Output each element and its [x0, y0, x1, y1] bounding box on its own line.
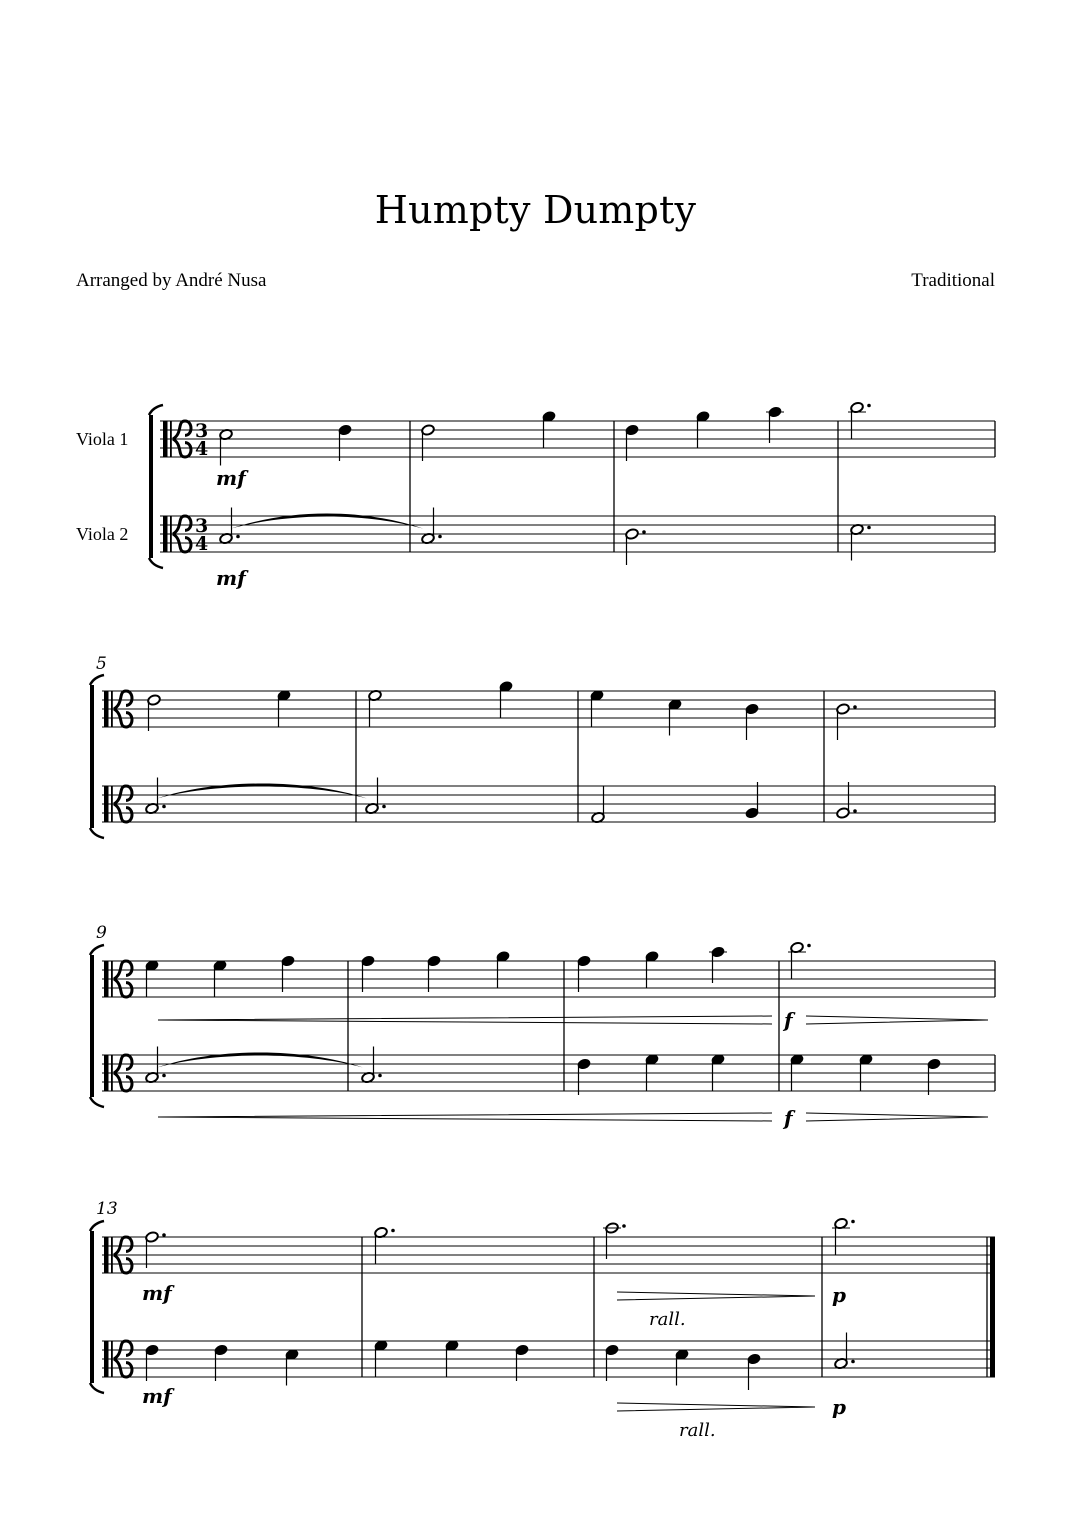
alto-clef: [111, 786, 113, 822]
alto-clef: [170, 421, 172, 457]
augmentation-dot: [391, 1229, 395, 1233]
system-bracket: [149, 415, 153, 558]
time-sig-denominator-v2: 4: [195, 533, 209, 555]
system-bracket: [90, 1383, 104, 1393]
dynamic-f: f: [784, 1008, 793, 1032]
decrescendo-hairpin: [617, 1403, 815, 1411]
time-sig-denominator-v1: 4: [195, 438, 209, 460]
system-bracket: [90, 955, 94, 1097]
dynamic-mf: mf: [216, 466, 246, 490]
alto-clef: [111, 1237, 113, 1273]
crescendo-hairpin: [158, 1113, 772, 1121]
dynamic-f: f: [784, 1106, 793, 1130]
augmentation-dot: [162, 1074, 166, 1078]
time-sig-numerator-v2: 3: [195, 515, 209, 537]
dynamic-p: p: [832, 1395, 846, 1419]
dynamic-mf: mf: [216, 566, 246, 590]
arranger-credit: Arranged by André Nusa: [76, 270, 267, 291]
alto-clef: [163, 516, 168, 552]
final-barline: [990, 1237, 995, 1377]
system-bracket: [90, 1097, 104, 1107]
time-sig-numerator-v1: 3: [195, 420, 209, 442]
augmentation-dot: [378, 1074, 382, 1078]
decrescendo-hairpin: [617, 1292, 815, 1300]
alto-clef: [163, 421, 168, 457]
alto-clef: [111, 961, 113, 997]
instrument-name-viola-2: Viola 2: [76, 524, 129, 544]
system-bracket: [149, 405, 163, 415]
augmentation-dot: [236, 535, 240, 539]
alto-clef: [111, 1055, 113, 1091]
augmentation-dot: [867, 404, 871, 408]
measure-number-5: 5: [96, 654, 107, 674]
system-bracket: [90, 675, 104, 685]
alto-clef: [111, 691, 113, 727]
augmentation-dot: [622, 1224, 626, 1228]
music-engraving: [90, 401, 995, 1411]
augmentation-dot: [851, 1220, 855, 1224]
alto-clef: [104, 1055, 109, 1091]
alto-clef: [104, 961, 109, 997]
augmentation-dot: [642, 530, 646, 534]
decrescendo-hairpin: [806, 1113, 988, 1121]
augmentation-dot: [438, 535, 442, 539]
alto-clef: [104, 786, 109, 822]
augmentation-dot: [853, 809, 857, 813]
system-bracket: [90, 685, 94, 828]
piece-title: Humpty Dumpty: [374, 188, 697, 232]
augmentation-dot: [851, 1360, 855, 1364]
system-bracket: [149, 558, 163, 568]
augmentation-dot: [162, 1233, 166, 1237]
system-bracket: [90, 828, 104, 838]
alto-clef: [111, 1341, 113, 1377]
augmentation-dot: [867, 526, 871, 530]
alto-clef: [104, 691, 109, 727]
system-bracket: [90, 1231, 94, 1383]
decrescendo-hairpin: [806, 1016, 988, 1024]
augmentation-dot: [162, 805, 166, 809]
system-bracket: [90, 1221, 104, 1231]
dynamic-p: p: [832, 1283, 846, 1307]
dynamic-mf: mf: [142, 1384, 172, 1408]
measure-number-9: 9: [96, 923, 107, 943]
augmentation-dot: [807, 944, 811, 948]
rall-marking: rall.: [679, 1420, 716, 1441]
crescendo-hairpin: [158, 1016, 772, 1024]
alto-clef: [104, 1237, 109, 1273]
rall-marking: rall.: [649, 1309, 686, 1330]
composer-credit: Traditional: [911, 270, 995, 291]
instrument-name-viola-1: Viola 1: [76, 429, 129, 449]
alto-clef: [170, 516, 172, 552]
dynamic-mf: mf: [142, 1281, 172, 1305]
measure-number-13: 13: [96, 1199, 118, 1219]
alto-clef: [104, 1341, 109, 1377]
system-bracket: [90, 945, 104, 955]
augmentation-dot: [382, 805, 386, 809]
augmentation-dot: [853, 705, 857, 709]
